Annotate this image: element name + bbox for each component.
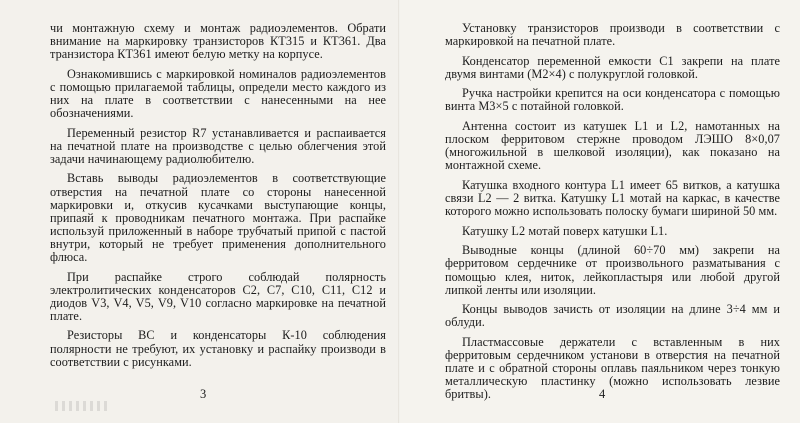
paragraph: Катушку L2 мотай поверх катушки L1. xyxy=(462,223,668,238)
paragraph: Выводные концы (длиной 60÷70 мм) закрепи на ферритовом сердечнике от произвольного разматывания с помощью клея, ниток, лейкопластыря или любой другой липкой ленты или изоляции. xyxy=(445,243,780,297)
paragraph: Установку транзисторов производи в соответствии с маркировкой на печатной плате. xyxy=(445,21,780,49)
right-page xyxy=(400,0,800,423)
paragraph: При распайке строго соблюдай полярность электролитических конденсаторов С2, С7, С10, С11, С12 и диодов V3, V4, V5, V9, V10 согласно маркировке на печатной плате. xyxy=(50,269,386,323)
paragraph: Катушка входного контура L1 имеет 65 витков, а катушка связи L2 — 2 витка. Катушку L1 мотай на каркас, в качестве которого можно использовать полоску бумаги шириной 50 мм. xyxy=(445,177,780,219)
right-page-text xyxy=(445,22,780,401)
paragraph: Пластмассовые держатели с вставленным в них ферритовым сердечником установи в отверстия на печатной плате и с обратной стороны оплавь паяльником через тонкую металлическую пластинку (можно использовать лезвие бритвы). xyxy=(445,334,780,402)
paragraph: Антенна состоит из катушек L1 и L2, намотанных на плоском ферритовом стержне проводом ЛЭШО 8×0,07 (многожильной в шелковой изоляции), как показано на монтажной схеме. xyxy=(445,119,780,173)
paragraph: Переменный резистор R7 устанавливается и распаивается на печатной плате на производстве с целью облегчения этой задачи начинающему радиолюбителю. xyxy=(50,125,386,166)
paragraph: Концы выводов зачисть от изоляции на длине 3÷4 мм и облуди. xyxy=(445,302,780,330)
scan-artifact xyxy=(55,401,110,411)
paragraph: Резисторы ВС и конденсаторы К-10 соблюдения полярности не требуют, их установку и распайку производи в соответствии с рисунками. xyxy=(50,328,386,369)
paragraph: чи монтажную схему и монтаж радиоэлементов. Обрати внимание на маркировку транзисторов КТ315 и КТ361. Два транзистора КТ361 имеют белую метку на корпусе. xyxy=(50,21,386,62)
page-number: 3 xyxy=(200,387,207,401)
paragraph: Конденсатор переменной емкости С1 закрепи на плате двумя винтами (М2×4) с полукруглой головкой. xyxy=(445,53,780,81)
page-number: 4 xyxy=(599,387,606,401)
left-page-text xyxy=(50,22,386,369)
paragraph: Ручка настройки крепится на оси конденсатора с помощью винта М3×5 с потайной головкой. xyxy=(445,86,780,114)
paragraph: Вставь выводы радиоэлементов в соответствующие отверстия на печатной плате со стороны нанесенной маркировки и, откусив кусачками выступающие концы, припаяй к проводникам печатного монтажа. При распайке используй приложенный в наборе трубчатый припой с пастой внутри, который не требует применения дополнительного флюса. xyxy=(50,171,386,264)
paragraph: Ознакомившись с маркировкой номиналов радиоэлементов с помощью прилагаемой таблицы, определи место каждого из них на плате в соответствии с нанесенными на нее обозначениями. xyxy=(50,66,386,121)
